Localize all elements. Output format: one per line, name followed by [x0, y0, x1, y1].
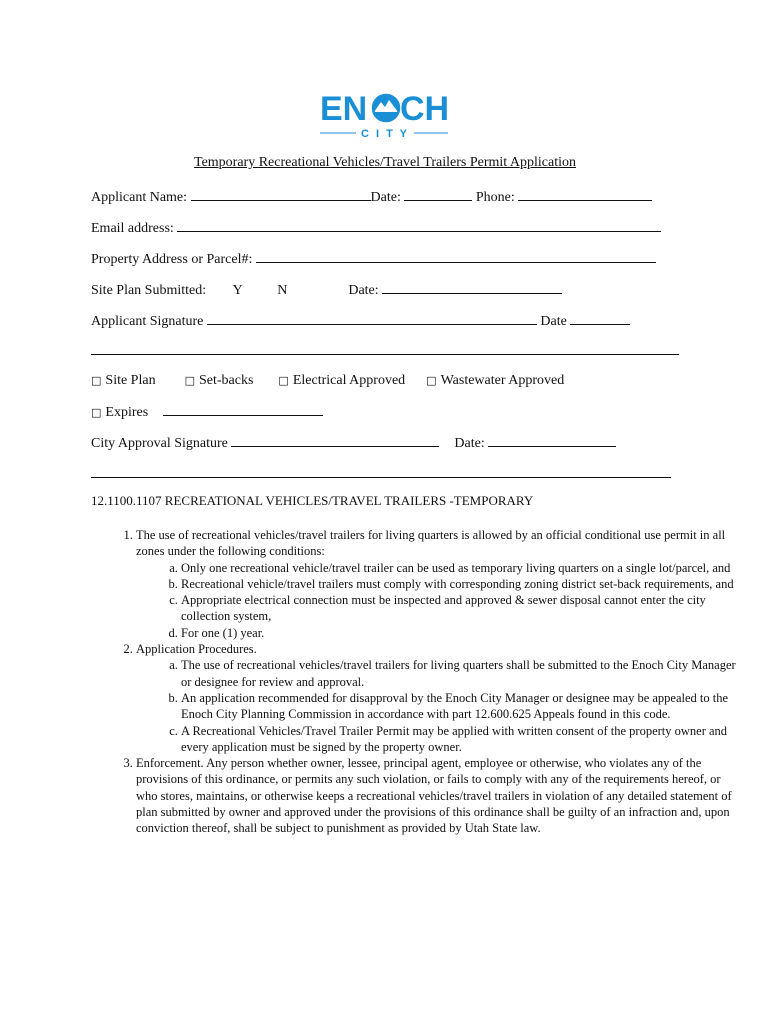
city-signature-label: City Approval Signature	[91, 436, 228, 451]
expires-field[interactable]	[163, 402, 323, 416]
applicant-signature-field[interactable]	[207, 311, 537, 325]
logo-sub: C I T Y	[360, 128, 410, 140]
checkbox-icon: □	[91, 406, 102, 419]
date-field[interactable]	[404, 187, 472, 201]
list-item: b. An application recommended for disapproval by the Enoch City Manager or designee may be appealed to the Enoch City Planning Commission in accordance with part 12.600.625 Appeals found in this code.	[181, 690, 736, 723]
applicant-name-label: Applicant Name:	[91, 190, 188, 205]
logo-word-left: EN	[320, 90, 368, 128]
property-field[interactable]	[256, 249, 656, 263]
checkbox-icon: □	[184, 374, 195, 387]
list-item: c. Appropriate electrical connection must be inspected and approved & sewer disposal cannot enter the city collection system,	[181, 592, 736, 625]
applicant-row	[91, 187, 652, 205]
mountain-o-icon	[373, 95, 399, 121]
city-date-label: Date:	[454, 436, 485, 451]
email-label: Email address:	[91, 221, 174, 236]
city-date-field[interactable]	[488, 433, 616, 447]
divider	[91, 477, 671, 478]
site-plan-date-label: Date:	[348, 283, 379, 298]
applicant-signature-label: Applicant Signature	[91, 314, 204, 329]
enoch-city-logo	[318, 88, 452, 142]
logo-word-right: CH	[400, 90, 450, 128]
checkbox-expires[interactable]: □ Expires	[91, 405, 149, 420]
form-title: Temporary Recreational Vehicles/Travel Trailers Permit Application	[194, 155, 576, 170]
phone-label: Phone:	[475, 190, 515, 205]
applicant-name-field[interactable]	[191, 187, 371, 201]
list-item: c. A Recreational Vehicles/Travel Trailer Permit may be applied with written consent of the property owner and every application must be signed by the property owner.	[181, 723, 736, 756]
list-item: a. The use of recreational vehicles/travel trailers for living quarters shall be submitted to the Enoch City Manager or designee for review and approval.	[181, 657, 736, 690]
list-item: 3. Enforcement. Any person whether owner, lessee, principal agent, employee or otherwise, who violates any of the provisions of this ordinance, or permits any such violation, or fails to comply with any of the requirements hereof, or who stores, maintains, or otherwise keeps a recreational vehicles/travel trailers in violation of any detailed statement of plan submitted by owner and approved under the provisions of this ordinance shall be guilty of an infraction and, upon conviction thereof, shall be subject to punishment as provided by Utah State law.	[136, 755, 736, 836]
site-plan-row	[91, 280, 562, 298]
checkbox-icon: □	[91, 374, 102, 387]
site-plan-submitted-label: Site Plan Submitted:	[91, 283, 207, 298]
checkbox-icon: □	[278, 374, 289, 387]
expires-row	[91, 402, 323, 420]
list-item: a. Only one recreational vehicle/travel trailer can be used as temporary living quarters on a single lot/parcel, and	[181, 560, 736, 576]
checkbox-icon: □	[426, 374, 437, 387]
checkbox-wastewater[interactable]: □ Wastewater Approved	[426, 373, 565, 388]
signature-date-field[interactable]	[570, 311, 630, 325]
checkbox-setbacks[interactable]: □ Set-backs	[184, 373, 254, 388]
site-plan-yes[interactable]: Y	[232, 283, 243, 298]
property-row	[91, 249, 656, 267]
signature-date-label: Date	[540, 314, 567, 329]
signature-row	[91, 311, 630, 329]
ordinance-list	[91, 527, 736, 837]
list-item: b. Recreational vehicle/travel trailers must comply with corresponding zoning district set-back requirements, and	[181, 576, 736, 592]
city-approval-row	[91, 433, 616, 451]
phone-field[interactable]	[518, 187, 652, 201]
list-item: 1. The use of recreational vehicles/travel trailers for living quarters is allowed by an official conditional use permit in all zones under the following conditions: a. Only one recreational vehicle/travel trailer can be used as temporary living quarters on a single lot/parcel, and b. Recreational vehicle/travel trailers must comply with corresponding zoning district set-back requirements, and c. Appropriate electrical connection must be inspected and approved & sewer disposal cannot enter the city collection system, d. For one (1) year.	[136, 527, 736, 641]
section-heading: 12.1100.1107 RECREATIONAL VEHICLES/TRAVEL TRAILERS -TEMPORARY	[91, 493, 534, 508]
site-plan-no[interactable]: N	[277, 283, 288, 298]
date-label: Date:	[370, 190, 401, 205]
site-plan-date-field[interactable]	[382, 280, 562, 294]
approval-checklist	[91, 372, 564, 390]
divider	[91, 354, 679, 355]
email-row	[91, 218, 661, 236]
list-item: 2. Application Procedures. a. The use of recreational vehicles/travel trailers for living quarters shall be submitted to the Enoch City Manager or designee for review and approval. b. An application recommended for disapproval by the Enoch City Manager or designee may be appealed to the Enoch City Planning Commission in accordance with part 12.600.625 Appeals found in this code. c. A Recreational Vehicles/Travel Trailer Permit may be applied with written consent of the property owner and every application must be signed by the property owner.	[136, 641, 736, 755]
checkbox-site-plan[interactable]: □ Site Plan	[91, 373, 156, 388]
city-signature-field[interactable]	[231, 433, 439, 447]
property-label: Property Address or Parcel#:	[91, 252, 253, 267]
list-item: d. For one (1) year.	[181, 625, 736, 641]
checkbox-electrical[interactable]: □ Electrical Approved	[278, 373, 406, 388]
email-field[interactable]	[177, 218, 661, 232]
